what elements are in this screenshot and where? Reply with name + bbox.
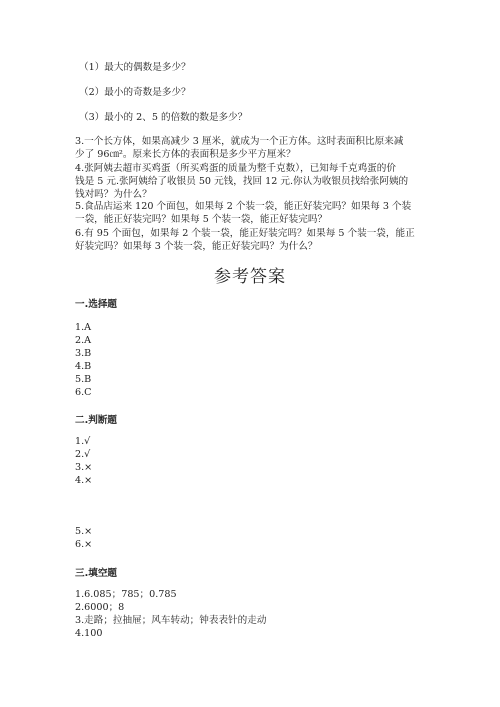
choice-answer-6: 6.C (75, 387, 92, 398)
choice-answer-1: 1.A (75, 322, 92, 333)
judge-answer-2: 2.√ (75, 449, 91, 460)
question-5-line-2: 一袋，能正好装完吗？如果每 5 个装一袋，能正好装完吗？ (75, 214, 328, 225)
answers-title: 参考答案 (214, 267, 286, 287)
question-3-line-2: 少了 96㎝²。原来长方体的表面积是多少平方厘米？ (75, 149, 296, 160)
section-fill-heading: 三.填空题 (75, 568, 118, 579)
question-4-line-2: 钱是 5 元.张阿姨给了收银员 50 元钱，找回 12 元.你认为收银员找给张阿姨的 (75, 176, 409, 187)
judge-answer-4: 4.× (75, 475, 93, 486)
judge-answer-1: 1.√ (75, 436, 91, 447)
question-6-line-2: 好装完吗？如果每 3 个装一袋，能正好装完吗？为什么？ (75, 241, 318, 252)
choice-answer-5: 5.B (75, 374, 92, 385)
fill-answer-1: 1.6.085；785；0.785 (75, 589, 177, 600)
judge-answer-5: 5.× (75, 526, 93, 537)
sub-question-2: （2）最小的奇数是多少？ (79, 87, 191, 98)
choice-answer-4: 4.B (75, 361, 92, 372)
question-4-line-3: 钱对吗？为什么？ (75, 189, 152, 200)
choice-answer-2: 2.A (75, 335, 92, 346)
fill-answer-3: 3.走路；拉抽屉；风车转动；钟表表针的走动 (75, 615, 267, 626)
question-5-line-1: 5.食品店运来 120 个面包，如果每 2 个装一袋，能正好装完吗？如果每 3 个装 (75, 201, 412, 212)
question-6-line-1: 6.有 95 个面包，如果每 2 个装一袋，能正好装完吗？如果每 5 个装一袋，能正 (75, 228, 415, 239)
judge-answer-6: 6.× (75, 539, 93, 550)
question-4-line-1: 4.张阿姨去超市买鸡蛋（所买鸡蛋的质量为整千克数），已知每千克鸡蛋的价 (75, 163, 396, 174)
section-choice-heading: 一.选择题 (75, 299, 118, 310)
question-3-line-1: 3.一个长方体，如果高减少 3 厘米，就成为一个正方体。这时表面积比原来减 (75, 136, 404, 147)
fill-answer-2: 2.6000；8 (75, 602, 125, 613)
fill-answer-4: 4.100 (75, 628, 103, 639)
judge-answer-3: 3.× (75, 462, 93, 473)
sub-question-3: （3）最小的 2、5 的倍数的数是多少？ (79, 112, 248, 123)
sub-question-1: （1）最大的偶数是多少？ (79, 62, 191, 73)
choice-answer-3: 3.B (75, 348, 92, 359)
section-judge-heading: 二.判断题 (75, 415, 118, 426)
